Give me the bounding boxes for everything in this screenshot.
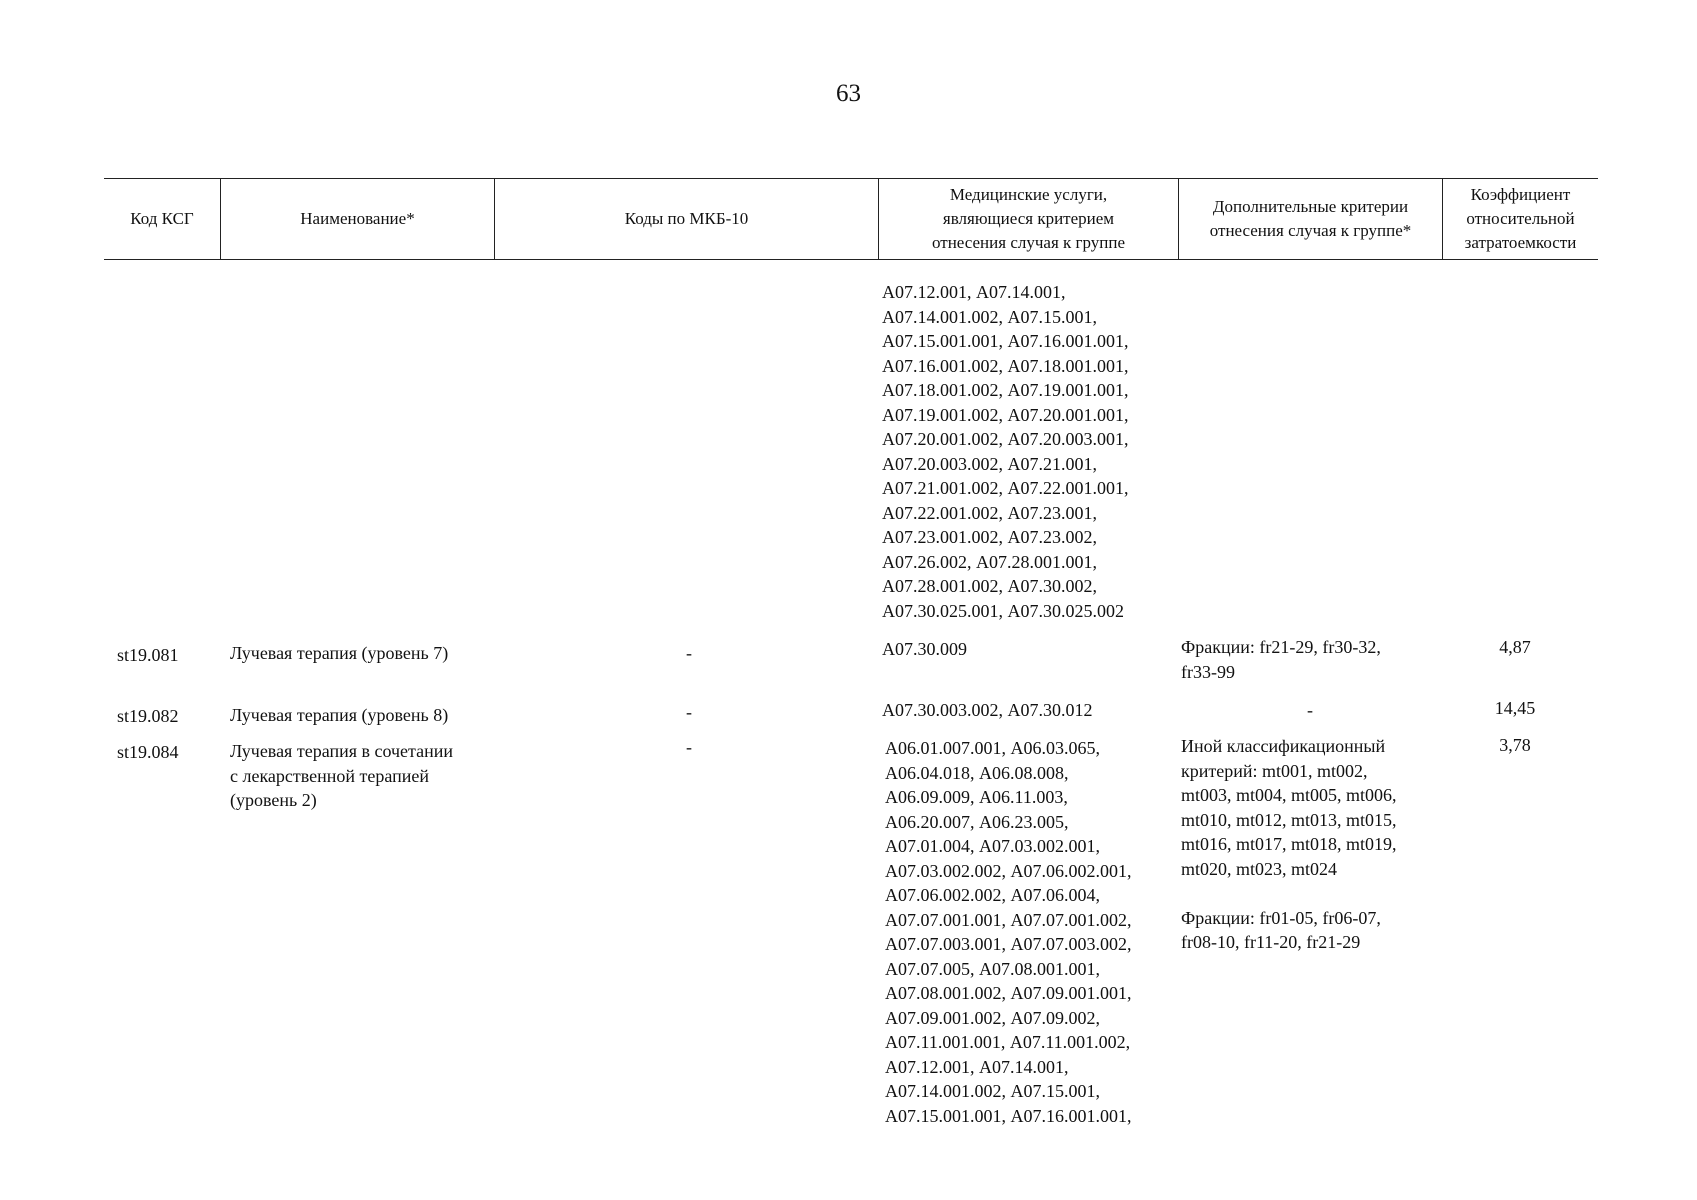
header-coefficient: Коэффициент относительной затратоемкости xyxy=(1442,179,1598,259)
row-name: Лучевая терапия (уровень 8) xyxy=(230,705,449,725)
row-name: Лучевая терапия в сочетании с лекарственной терапией (уровень 2) xyxy=(230,741,454,810)
row-services: А06.01.007.001, А06.03.065, А06.04.018, А06.08.008, А06.09.009, А06.11.003, А06.20.007, А06.23.005, А07.01.004, А07.03.002.001, А07.03.002.002, А07.06.002.001, А07.06.002.002, А07.06.004, А07.07.001.001, А07.07.001.002, А07.07.003.001, А07.07.003.002, А07.07.005, А07.08.001.001, А07.08.001.002, А07.09.001.001, А07.09.001.002, А07.09.002, А07.11.001.001, А07.11.001.002, А07.12.001, А07.14.001, А07.14.001.002, А07.15.001, А07.15.001.001, А07.16.001.001, xyxy=(885,738,1132,1126)
row-services: А07.30.003.002, А07.30.012 xyxy=(882,700,1093,720)
header-additional-criteria: Дополнительные критерии отнесения случая к группе* xyxy=(1178,179,1442,259)
row-coefficient: 4,87 xyxy=(1499,637,1531,657)
row-code: st19.084 xyxy=(117,742,179,762)
page-number: 63 xyxy=(836,80,861,107)
row-mkb: - xyxy=(686,737,692,757)
continuation-services: А07.12.001, А07.14.001, А07.14.001.002, А07.15.001, А07.15.001.001, А07.16.001.001, А07.16.001.002, А07.18.001.001, А07.18.001.002, А07.19.001.001, А07.19.001.002, А07.20.001.001, А07.20.001.002, А07.20.003.001, А07.20.003.002, А07.21.001, А07.21.001.002, А07.22.001.001, А07.22.001.002, А07.23.001, А07.23.001.002, А07.23.002, А07.26.002, А07.28.001.001, А07.28.001.002, А07.30.002, А07.30.025.001, А07.30.025.002 xyxy=(882,282,1129,621)
row-code: st19.081 xyxy=(117,645,179,665)
row-coefficient: 14,45 xyxy=(1494,698,1536,718)
row-coefficient: 3,78 xyxy=(1499,735,1531,755)
header-mkb-codes: Коды по МКБ-10 xyxy=(494,179,878,259)
table-header xyxy=(104,178,1598,260)
row-mkb: - xyxy=(686,702,692,722)
row-criteria: Фракции: fr21-29, fr30-32, fr33-99 xyxy=(1181,637,1381,682)
row-criteria: - xyxy=(1307,700,1313,720)
row-name: Лучевая терапия (уровень 7) xyxy=(230,643,449,663)
row-services: А07.30.009 xyxy=(882,639,967,659)
row-code: st19.082 xyxy=(117,706,179,726)
header-name: Наименование* xyxy=(220,179,494,259)
row-mkb: - xyxy=(686,643,692,663)
row-criteria: Иной классификационный критерий: mt001, mt002, mt003, mt004, mt005, mt006, mt010, mt012, mt013, mt015, mt016, mt017, mt018, mt019, mt020, mt023, mt024 Фракции: fr01-05, fr06-07, fr08-10, fr11-20, fr21-29 xyxy=(1181,736,1397,952)
header-medical-services: Медицинские услуги, являющиеся критерием отнесения случая к группе xyxy=(878,179,1178,259)
header-ksg-code: Код КСГ xyxy=(130,209,194,228)
